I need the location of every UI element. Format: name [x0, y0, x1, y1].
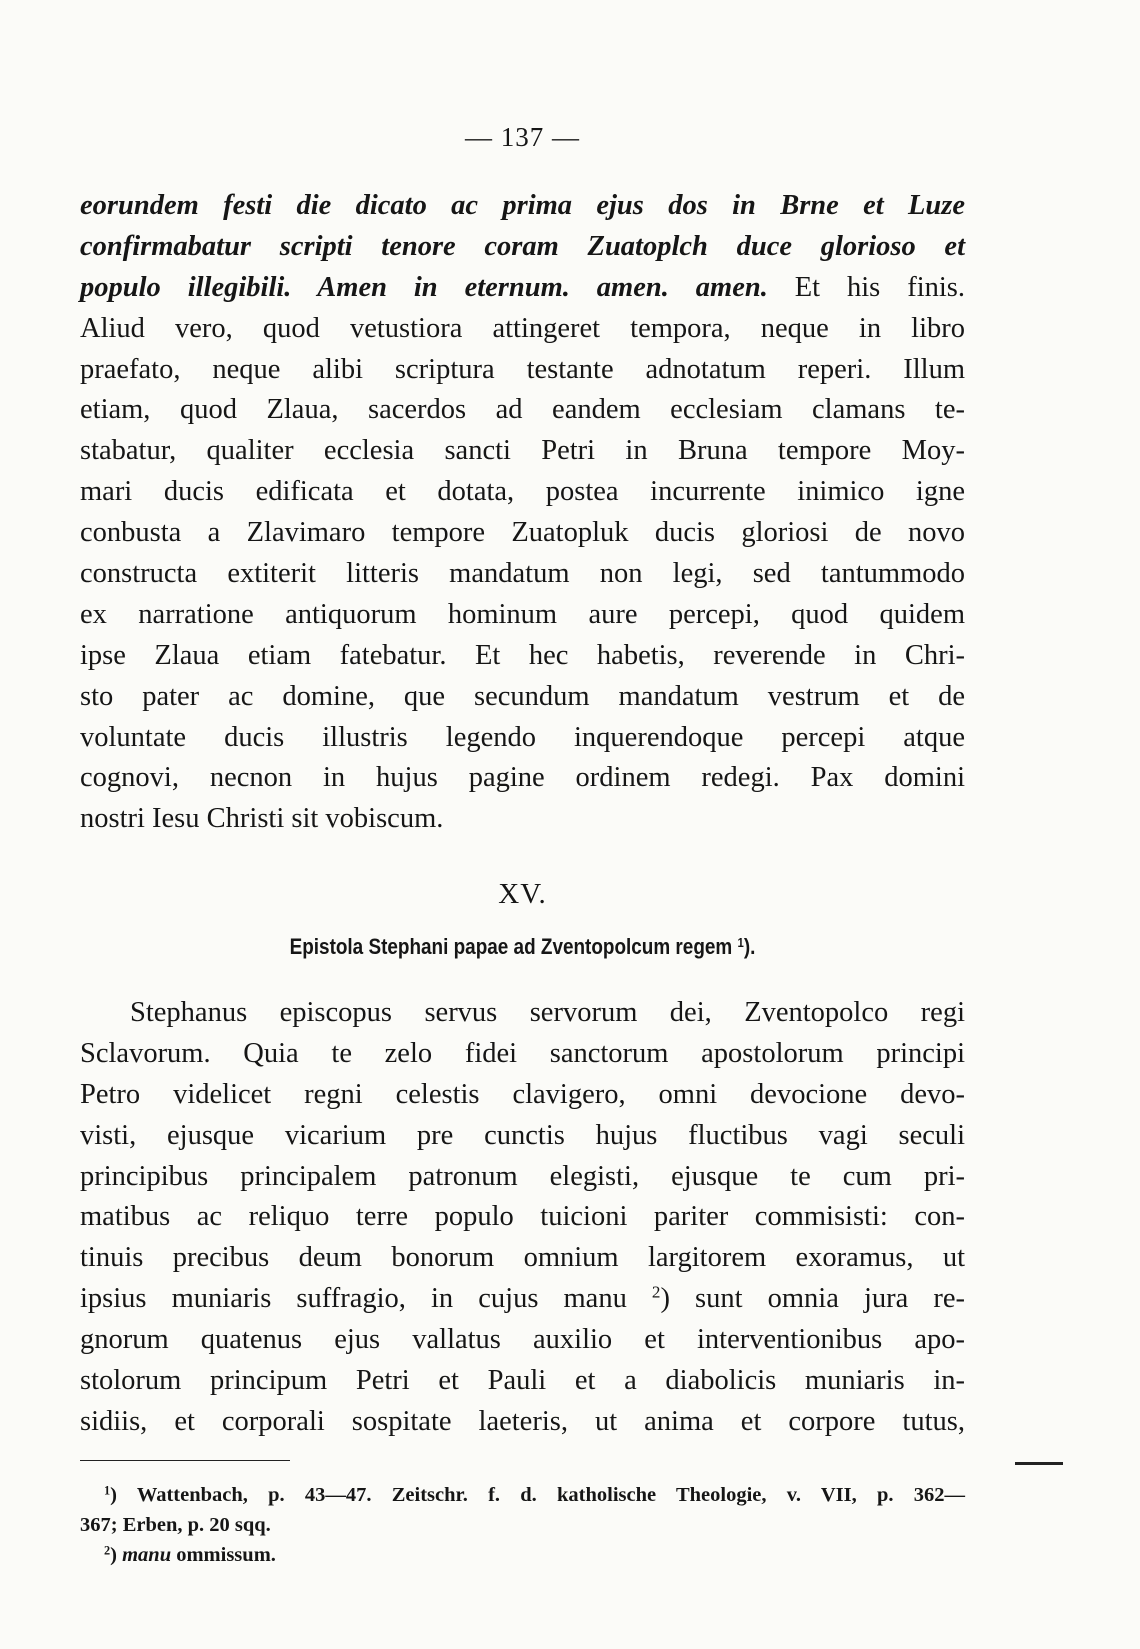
text-span: visti, ejusque vicarium pre cunctis hujus fluctibus vagi seculi — [80, 1119, 965, 1151]
section-title-text: Epistola Stephani papae ad Zventopolcum regem — [289, 934, 733, 959]
text-line — [80, 186, 965, 227]
text-span: matibus ac reliquo terre populo tuicioni pariter commisisti: con- — [80, 1201, 965, 1233]
text-line — [80, 1361, 965, 1402]
text-line — [80, 227, 965, 268]
text-line — [80, 554, 965, 595]
footnote-rule — [80, 1460, 290, 1461]
text-span: ) sunt omnia jura re- — [660, 1283, 965, 1315]
footnote-text: ommissum. — [171, 1544, 276, 1566]
margin-mark — [1015, 1462, 1063, 1465]
text-span: Petro videlicet regni celestis clavigero, omni devocione devo- — [80, 1078, 965, 1110]
text-line — [80, 1279, 965, 1320]
text-line — [80, 799, 965, 840]
text-span: principibus principalem patronum elegisti, ejusque te cum pri- — [80, 1160, 965, 1192]
footnote-ref[interactable]: 1 — [737, 934, 744, 950]
text-span: sto pater ac domine, que secundum mandatum vestrum et de — [80, 680, 965, 712]
text-line — [80, 1238, 965, 1279]
text-span: voluntate ducis illustris legendo inquerendoque percepi atque — [80, 721, 965, 753]
footnote-word: manu — [122, 1544, 172, 1566]
text-block-1 — [80, 186, 965, 840]
text-line — [80, 993, 965, 1034]
italic-text: confirmabatur scripti tenore coram Zuatoplch duce glorioso et — [80, 230, 965, 262]
text-line — [80, 1197, 965, 1238]
text-line — [80, 1157, 965, 1198]
section-title-end: ). — [743, 934, 756, 959]
text-line — [80, 268, 965, 309]
footnote-mark: 1 — [104, 1483, 111, 1498]
text-line — [80, 1116, 965, 1157]
text-line — [80, 431, 965, 472]
text-span: cognovi, necnon in hujus pagine ordinem redegi. Pax domini — [80, 762, 965, 794]
text-line — [80, 1075, 965, 1116]
text-span: Aliud vero, quod vetustiora attingeret tempora, neque in libro — [80, 312, 965, 344]
text-line — [80, 350, 965, 391]
text-line — [80, 390, 965, 431]
footnote-text: ) Wattenbach, p. 43—47. Zeitschr. f. d. katholische Theologie, v. VII, p. 362— — [110, 1484, 965, 1506]
text-span: ipsius muniaris suffragio, in cujus manu — [80, 1283, 627, 1315]
italic-text: eorundem festi die dicato ac prima ejus dos in Brne et Luze — [80, 190, 965, 221]
footnote-1-cont — [80, 1510, 965, 1540]
text-span: stabatur, qualiter ecclesia sancti Petri in Bruna tempore Moy- — [80, 435, 965, 467]
page-number: — 137 — — [465, 122, 580, 152]
text-span: ex narratione antiquorum hominum aure percepi, quod quidem — [80, 598, 965, 630]
text-span: mari ducis edificata et dotata, postea incurrente inimico igne — [80, 476, 965, 508]
text-span: stolorum principum Petri et Pauli et a diabolicis muniaris in- — [80, 1365, 965, 1397]
text-span: Sclavorum. Quia te zelo fidei sanctorum apostolorum principi — [80, 1037, 965, 1069]
footnote-1-line — [80, 1480, 965, 1510]
footnote-text: 367; Erben, p. 20 sqq. — [80, 1514, 271, 1536]
text-line — [80, 472, 965, 513]
footnote-ref[interactable]: 2 — [651, 1282, 661, 1302]
text-span: praefato, neque alibi scriptura testante adnotatum reperi. Illum — [80, 353, 965, 385]
text-line — [80, 1402, 965, 1443]
text-span: gnorum quatenus ejus vallatus auxilio et interventionibus apo- — [80, 1324, 965, 1356]
text-span: ipse Zlaua etiam fatebatur. Et hec habetis, reverende in Chri- — [80, 639, 965, 671]
text-line — [80, 1034, 965, 1075]
italic-text: populo illegibili. Amen in eternum. amen. amen. — [80, 271, 768, 303]
text-block-2 — [80, 993, 965, 1443]
text-line — [80, 595, 965, 636]
section-number: XV. — [498, 878, 547, 910]
text-span: tinuis precibus deum bonorum omnium largitorem exoramus, ut — [80, 1242, 965, 1274]
footnote-2-line: $^2$) manu ommissum. — [104, 1543, 276, 1566]
text-span: Stephanus episcopus servus servorum dei, Zventopolco regi — [130, 997, 965, 1028]
text-span: conbusta a Zlavimaro tempore Zuatopluk ducis gloriosi de novo — [80, 517, 965, 549]
book-page — [80, 0, 965, 1649]
text-line — [80, 513, 965, 554]
text-line — [80, 718, 965, 759]
text-span: etiam, quod Zlaua, sacerdos ad eandem ecclesiam clamans te- — [80, 394, 965, 426]
footnote-mark: 2 — [104, 1543, 111, 1558]
text-span: constructa extiterit litteris mandatum non legi, sed tantummodo — [80, 558, 965, 590]
text-line — [80, 636, 965, 677]
text-line — [80, 758, 965, 799]
text-span: Et his finis. — [767, 271, 965, 303]
footnotes — [80, 1480, 965, 1570]
text-span: sidiis, et corporali sospitate laeteris, ut anima et corpore tutus, — [80, 1405, 965, 1437]
text-line — [80, 1320, 965, 1361]
text-line — [80, 309, 965, 350]
section-title — [142, 934, 903, 960]
text-span: nostri Iesu Christi sit vobiscum. — [80, 803, 444, 835]
text-line — [80, 677, 965, 718]
